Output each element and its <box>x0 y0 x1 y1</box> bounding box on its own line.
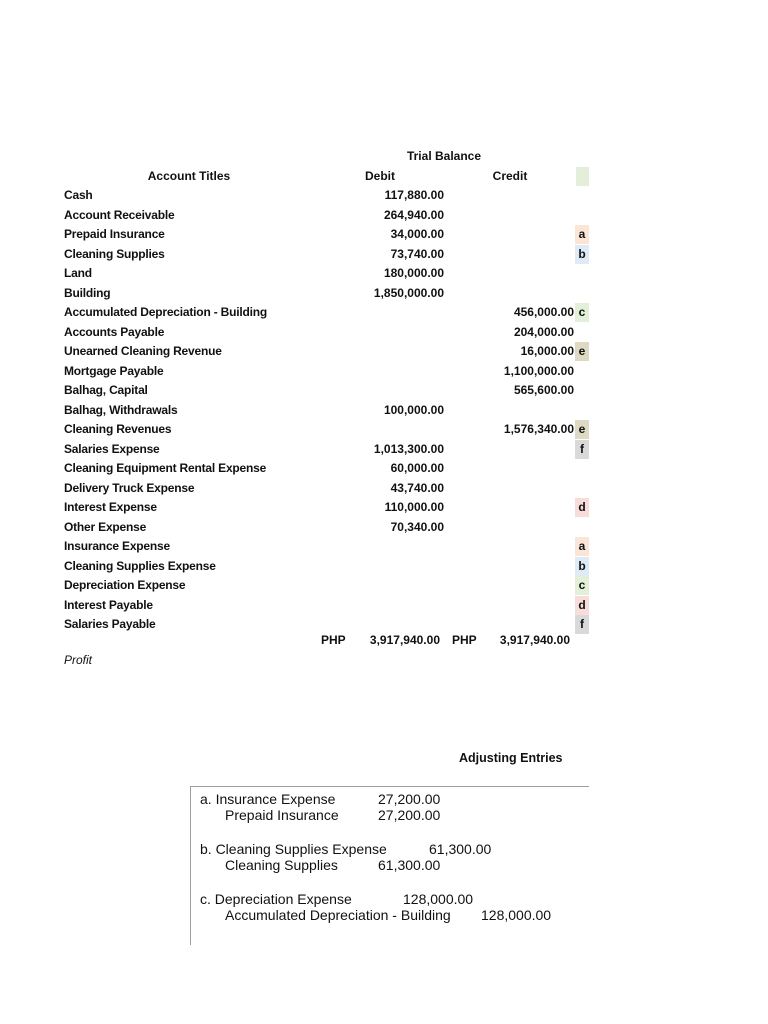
credit-header: Credit <box>492 169 528 183</box>
table-row[interactable] <box>0 518 600 538</box>
account-name: Cleaning Supplies Expense <box>64 558 216 573</box>
debit-header: Debit <box>365 169 395 183</box>
credit-amount: 16,000.00 <box>520 344 574 358</box>
account-name: Other Expense <box>64 519 147 534</box>
table-row[interactable] <box>0 615 600 635</box>
table-row[interactable] <box>0 557 600 577</box>
table-row[interactable] <box>0 537 600 557</box>
account-name: Land <box>64 266 92 280</box>
table-row[interactable] <box>0 186 600 206</box>
adjustment-marker: e <box>575 420 589 439</box>
debit-total: 3,917,940.00 <box>369 633 440 647</box>
account-titles-header: Account Titles <box>147 169 231 183</box>
table-row[interactable] <box>0 498 600 518</box>
account-name: Balhag, Capital <box>64 383 148 397</box>
account-name: Building <box>64 285 111 300</box>
debit-currency: PHP <box>321 633 346 647</box>
debit-amount: 100,000.00 <box>383 402 444 417</box>
account-name: Unearned Cleaning Revenue <box>64 344 222 358</box>
adjustment-marker: f <box>575 615 589 634</box>
account-name: Delivery Truck Expense <box>64 480 195 495</box>
adjustment-marker <box>575 284 589 303</box>
table-row[interactable] <box>0 420 600 440</box>
account-name: Prepaid Insurance <box>64 227 165 241</box>
table-row[interactable] <box>0 303 600 323</box>
profit-label: Profit <box>64 653 93 667</box>
entry-c-debit-account: c. Depreciation Expense <box>200 891 352 907</box>
table-row[interactable] <box>0 381 600 401</box>
debit-amount: 264,940.00 <box>383 207 444 222</box>
account-name: Depreciation Expense <box>64 578 186 592</box>
adjustment-marker: a <box>575 537 589 556</box>
adjustment-marker: b <box>575 557 589 576</box>
adjustment-marker <box>575 401 589 420</box>
entry-c-credit-account: Accumulated Depreciation - Building <box>225 907 451 923</box>
credit-amount: 565,600.00 <box>513 383 574 397</box>
credit-currency: PHP <box>452 633 477 647</box>
trial-balance-title: Trial Balance <box>406 149 482 163</box>
table-row[interactable] <box>0 206 600 226</box>
table-row[interactable] <box>0 225 600 245</box>
debit-amount: 34,000.00 <box>390 227 444 241</box>
debit-amount: 43,740.00 <box>390 480 444 495</box>
debit-amount: 60,000.00 <box>390 461 444 475</box>
adjustment-marker <box>575 362 589 381</box>
adjustment-marker: f <box>575 440 589 459</box>
table-row[interactable] <box>0 323 600 343</box>
table-row[interactable] <box>0 245 600 265</box>
entry-b-debit-amount: 61,300.00 <box>429 841 492 857</box>
adjustment-marker <box>575 381 589 400</box>
debit-amount: 180,000.00 <box>383 266 444 280</box>
adjustment-marker: d <box>575 498 589 517</box>
account-name: Interest Expense <box>64 500 157 514</box>
entry-b-debit-account: b. Cleaning Supplies Expense <box>200 841 387 857</box>
account-name: Mortgage Payable <box>64 363 164 378</box>
adjustment-marker: d <box>575 596 589 615</box>
adjustment-marker: a <box>575 225 589 244</box>
table-row[interactable] <box>0 440 600 460</box>
account-name: Insurance Expense <box>64 539 170 553</box>
credit-total: 3,917,940.00 <box>499 633 570 647</box>
adjustment-marker <box>575 206 589 225</box>
adjustment-marker: e <box>575 342 589 361</box>
adjustment-marker: b <box>575 245 589 264</box>
entry-c-credit-amount: 128,000.00 <box>481 907 552 923</box>
account-name: Salaries Payable <box>64 617 156 631</box>
account-name: Cash <box>64 188 93 202</box>
table-row[interactable] <box>0 459 600 479</box>
table-row[interactable] <box>0 362 600 382</box>
account-name: Cleaning Supplies <box>64 246 165 261</box>
debit-amount: 110,000.00 <box>384 500 444 514</box>
table-row[interactable] <box>0 342 600 362</box>
entry-a-debit-amount: 27,200.00 <box>378 791 441 807</box>
account-name: Salaries Expense <box>64 441 160 456</box>
account-name: Interest Payable <box>64 597 153 612</box>
adjustment-marker <box>575 518 589 537</box>
debit-amount: 73,740.00 <box>390 246 444 261</box>
adjustment-marker <box>575 264 589 283</box>
table-row[interactable] <box>0 284 600 304</box>
entry-a-credit-account: Prepaid Insurance <box>225 807 339 823</box>
table-row[interactable] <box>0 264 600 284</box>
adjustment-marker <box>575 459 589 478</box>
account-name: Cleaning Equipment Rental Expense <box>64 461 267 475</box>
debit-amount: 117,880.00 <box>384 188 444 202</box>
entry-a-credit-amount: 27,200.00 <box>378 807 441 823</box>
adjustment-marker <box>575 323 589 342</box>
entry-b-credit-account: Cleaning Supplies <box>225 857 338 873</box>
account-name: Account Receivable <box>64 207 175 222</box>
table-row[interactable] <box>0 479 600 499</box>
account-name: Cleaning Revenues <box>64 422 172 436</box>
credit-amount: 456,000.00 <box>513 305 574 319</box>
table-row[interactable] <box>0 576 600 596</box>
credit-amount: 204,000.00 <box>513 324 574 339</box>
adjustment-marker <box>575 479 589 498</box>
debit-amount: 1,850,000.00 <box>373 285 444 300</box>
table-row[interactable] <box>0 401 600 421</box>
adjustment-marker <box>575 186 589 205</box>
adjusting-entries-textbox[interactable] <box>190 786 589 945</box>
entry-c-debit-amount: 128,000.00 <box>403 891 474 907</box>
debit-amount: 70,340.00 <box>390 519 444 534</box>
adjustment-marker: c <box>575 303 589 322</box>
header-marker-cell <box>576 167 589 186</box>
entry-b-credit-amount: 61,300.00 <box>378 857 441 873</box>
account-name: Balhag, Withdrawals <box>64 402 178 417</box>
account-name: Accumulated Depreciation - Building <box>64 305 268 319</box>
account-name: Accounts Payable <box>64 324 165 339</box>
entry-a-debit-account: a. Insurance Expense <box>200 791 336 807</box>
table-row[interactable] <box>0 596 600 616</box>
credit-amount: 1,100,000.00 <box>503 363 574 378</box>
adjustment-marker: c <box>575 576 589 595</box>
credit-amount: 1,576,340.00 <box>503 422 574 436</box>
debit-amount: 1,013,300.00 <box>373 441 444 456</box>
adjusting-entries-title: Adjusting Entries <box>459 751 563 765</box>
